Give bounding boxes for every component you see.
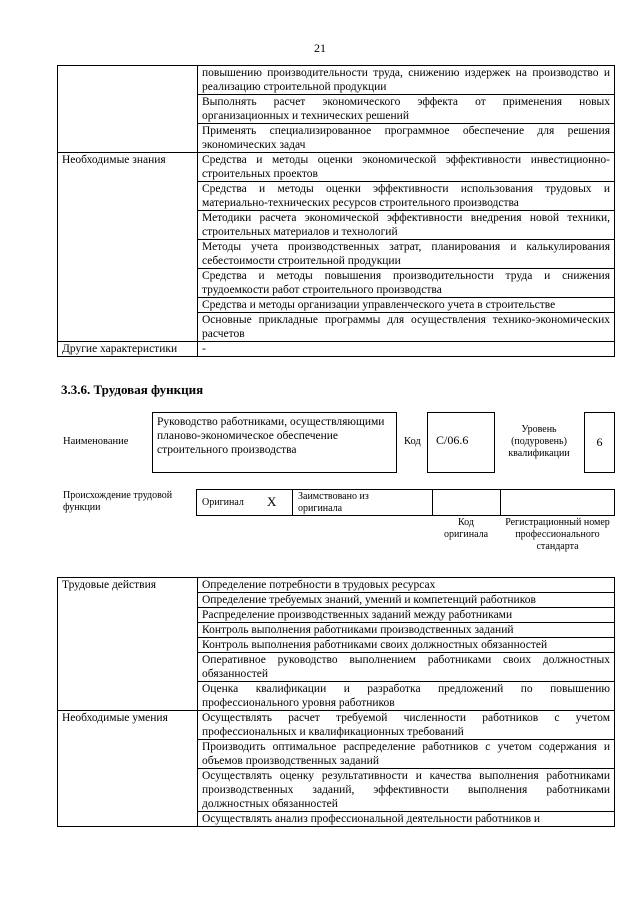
original-mark: X [267,494,277,509]
original-cell [196,489,293,516]
row-item: Оценка квалификации и разработка предложений по повышению профессионального уровня работников [198,682,615,711]
table-row [58,578,615,593]
section-heading: 3.3.6. Трудовая функция [61,382,204,397]
row-item: Контроль выполнения работниками своих должностных обязанностей [198,638,615,653]
bottom-requirements-table [57,577,615,827]
row-item: Основные прикладные программы для осуществления технико-экономических расчетов [198,313,615,342]
row-item: Средства и методы оценки эффективности использования трудовых и материально-технических ресурсов строительного производства [198,182,615,211]
row-item: Выполнять расчет экономического эффекта от применения новых организационных и технических решений [198,95,615,124]
row-item: Производить оптимальное распределение работников с учетом содержания и объемов производственных заданий [198,740,615,769]
reg-number-label: Регистрационный номер профессионального стандарта [505,517,610,552]
row-item: Определение требуемых знаний, умений и компетенций работников [198,593,615,608]
row-item: Контроль выполнения работниками производственных заданий [198,623,615,638]
row-item: Методики расчета экономической эффективности внедрения новой техники, строительных материалов и технологий [198,211,615,240]
row-item: Распределение производственных заданий между работниками [198,608,615,623]
level-label: Уровень (подуровень) квалификации [508,424,570,459]
original-label: Оригинал [202,497,244,508]
code-label: Код [404,436,421,447]
table-row [58,153,615,182]
page-number: 21 [314,41,326,55]
row-item: - [198,342,615,357]
row-label: Трудовые действия [58,578,198,711]
row-label: Необходимые умения [58,711,198,827]
row-label: Необходимые знания [58,153,198,342]
row-item: Средства и методы повышения производительности труда и снижения трудоемкости работ строительного производства [198,269,615,298]
table-row [58,66,615,95]
row-item: Осуществлять оценку результативности и качества выполнения работниками производственных заданий, эффективности выполнения работниками должностных обязанностей [198,769,615,812]
row-item: Осуществлять расчет требуемой численности работников с учетом профессиональных и квалификационных требований [198,711,615,740]
table-row [58,711,615,740]
row-item: Определение потребности в трудовых ресурсах [198,578,615,593]
row-item: Применять специализированное программное обеспечение для решения экономических задач [198,124,615,153]
level-value: 6 [596,435,603,449]
row-item: Осуществлять анализ профессиональной деятельности работников и [198,812,615,827]
table-row [58,342,615,357]
code-original-cell [432,489,501,516]
level-box [584,412,615,473]
function-name-value: Руководство работниками, осуществляющими планово-экономическое обеспечение строительного производства [157,416,385,456]
row-item: повышению производительности труда, снижению издержек на производство и реализацию строительной продукции [198,66,615,95]
top-requirements-table [57,65,615,357]
borrowed-cell [292,489,433,516]
borrowed-label: Заимствовано из оригинала [298,491,369,514]
row-item: Средства и методы оценки экономической эффективности инвестиционно-строительных проектов [198,153,615,182]
origin-label: Происхождение трудовой функции [63,490,173,513]
reg-number-cell [500,489,615,516]
name-label: Наименование [63,436,129,447]
code-value: С/06.6 [436,433,469,447]
function-name-box [152,412,397,473]
row-label: Другие характеристики [58,342,198,357]
row-item: Оперативное руководство выполнением работниками своих должностных обязанностей [198,653,615,682]
row-item: Методы учета производственных затрат, планирования и калькулирования себестоимости строительной продукции [198,240,615,269]
row-item: Средства и методы организации управленческого учета в строительстве [198,298,615,313]
code-original-label: Код оригинала [443,517,489,540]
row-label [58,66,198,153]
code-box [427,412,495,473]
